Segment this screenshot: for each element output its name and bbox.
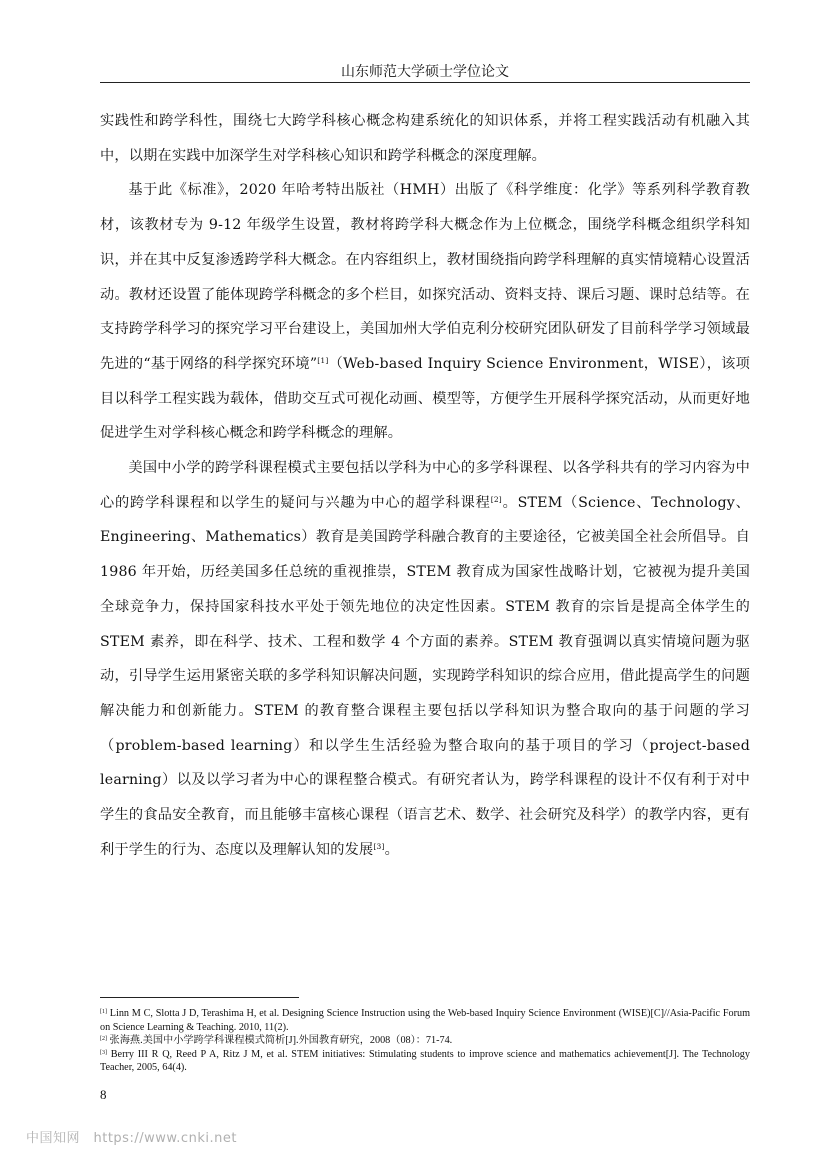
paragraph-2 (100, 173, 750, 451)
paragraph-3-text-c: 。 (384, 841, 399, 858)
paragraph-3 (100, 451, 750, 867)
footnote-text: Berry III R Q, Reed P A, Ritz J M, et al. STEM initiatives: Stimulating students to improve science and mathematics achievement[J]. The Technology Teacher, 2005, 64(4). (100, 1048, 750, 1073)
footnotes (100, 1007, 750, 1075)
footnote-2 (100, 1034, 750, 1048)
footnote-text: 张海燕.美国中小学跨学科课程模式简析[J].外国教育研究，2008（08）：71-74. (107, 1035, 453, 1046)
citation-ref-2[interactable]: [2] (490, 494, 502, 504)
running-header (100, 63, 750, 83)
footnote-3 (100, 1048, 750, 1075)
paragraph-1: 实践性和跨学科性，围绕七大跨学科核心概念构建系统化的知识体系，并将工程实践活动有机融入其中，以期在实践中加深学生对学科核心知识和跨学科概念的深度理解。 (100, 113, 750, 164)
paragraph-2-text-a: 基于此《标准》，2020 年哈考特出版社（HMH）出版了《科学维度：化学》等系列科学教育教材，该教材专为 9-12 年级学生设置，教材将跨学科大概念作为上位概念，围绕学科概念组织学科知识，并在其中反复渗透跨学科大概念。在内容组织上，教材围绕指向跨学科理解的真实情境精心设置活动。教材还设置了能体现跨学科概念的多个栏目，如探究活动、资料支持、课后习题、课时总结等。在支持跨学科学习的探究学习平台建设上，美国加州大学伯克利分校研究团队研发了目前科学学习领域最先进的“基于网络的科学探究环境” (100, 182, 750, 372)
paragraph-3-text-b: 。STEM（Science、Technology、Engineering、Mathematics）教育是美国跨学科融合教育的主要途径，它被美国全社会所倡导。自 1986 年开始，历经美国多任总统的重视推崇，STEM 教育成为国家性战略计划，它被视为提升美国全球竞争力，保持国家科技水平处于领先地位的决定性因素。STEM 教育的宗旨是提高全体学生的 STEM 素养，即在科学、技术、工程和数学 4 个方面的素养。STEM 教育强调以真实情境问题为驱动，引导学生运用紧密关联的多学科知识解决问题，实现跨学科知识的综合应用，借此提高学生的问题解决能力和创新能力。STEM 的教育整合课程主要包括以学科知识为整合取向的基于问题的学习（problem-based learning）和以学生生活经验为整合取向的基于项目的学习（project-based learning）以及以学习者为中心的课程整合模式。有研究者认为，跨学科课程的设计不仅有利于对中学生的食品安全教育，而且能够丰富核心课程（语言艺术、数学、社会研究及科学）的教学内容，更有利于学生的行为、态度以及理解认知的发展 (100, 494, 751, 858)
paragraph-3-text-a: 美国中小学的跨学科课程模式主要包括以学科为中心的多学科课程、以各学科共有的学习内容为中心的跨学科课程和以学生的疑问与兴趣为中心的超学科课程 (100, 460, 750, 511)
footnote-mark: [3] (100, 1049, 107, 1056)
footnote-mark: [1] (100, 1009, 107, 1015)
citation-ref-3[interactable]: [3] (373, 841, 385, 851)
paragraph-2-text-b: （Web-based Inquiry Science Environment，WISE），该项目以科学工程实践为载体，借助交互式可视化动画、模型等，方便学生开展科学探究活动，从而更好地促进学生对学科核心概念和跨学科概念的理解。 (100, 355, 750, 442)
cnki-watermark: 中国知网 https://www.cnki.net (26, 1131, 237, 1146)
page-number: 8 (100, 1087, 107, 1102)
footnote-text: Linn M C, Slotta J D, Terashima H, et al. Designing Science Instruction using the Web-based Inquiry Science Environment (WISE)[C]//Asia-Pacific Forum on Science Learning & Teaching. 2010, 11(2). (100, 1008, 750, 1033)
footnote-separator (100, 997, 299, 998)
body-text (100, 104, 750, 867)
header-title: 山东师范大学硕士学位论文 (341, 64, 509, 80)
citation-ref-1[interactable]: [1] (317, 355, 329, 365)
footnote-mark: [2] (100, 1036, 107, 1042)
footnote-1 (100, 1007, 750, 1034)
